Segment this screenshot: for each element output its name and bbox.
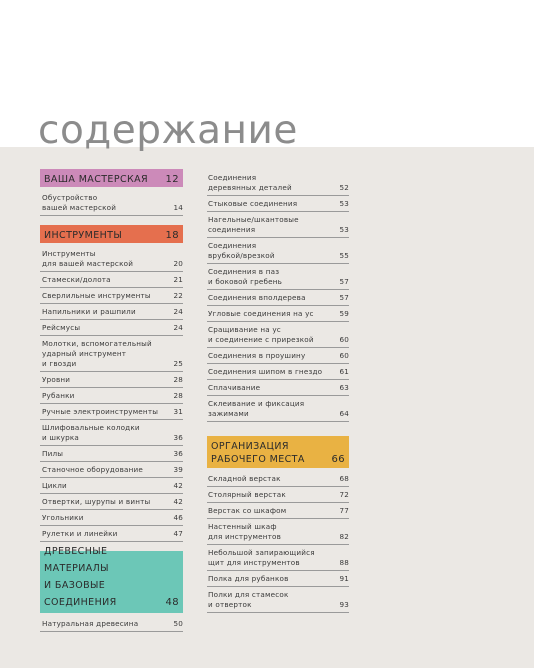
toc-entry xyxy=(207,238,349,264)
toc-entry xyxy=(207,306,349,322)
toc-entry xyxy=(40,372,183,388)
page-number: 52 xyxy=(339,183,349,192)
page-number: 47 xyxy=(173,529,183,538)
toc-entry xyxy=(40,272,183,288)
toc-entry xyxy=(207,545,349,571)
entry-title: Отвертки, шурупы и винты xyxy=(42,497,151,506)
section-header xyxy=(40,169,183,187)
toc-entry xyxy=(207,471,349,487)
page-number: 60 xyxy=(339,335,349,344)
entry-title: Соединения в проушину xyxy=(208,351,306,360)
toc-entry xyxy=(207,196,349,212)
toc-entry xyxy=(40,320,183,336)
entry-title: Ручные электроинструменты xyxy=(42,407,159,416)
toc-entry xyxy=(40,404,183,420)
toc-entry xyxy=(207,212,349,238)
page-number: 68 xyxy=(339,474,349,483)
toc-right-column xyxy=(207,170,349,613)
page-number: 42 xyxy=(173,481,183,490)
page-number: 72 xyxy=(339,490,349,499)
page-number: 66 xyxy=(331,454,345,465)
entry-title: Угольники xyxy=(42,513,84,522)
toc-entry xyxy=(40,288,183,304)
entry-title: Соединения врубкой/врезкой xyxy=(208,241,275,260)
page-number: 63 xyxy=(339,383,349,392)
page-number: 53 xyxy=(339,199,349,208)
toc-entry xyxy=(207,587,349,613)
section-header xyxy=(40,225,183,243)
entry-title: Сращивание на ус и соединение с прирезкой xyxy=(208,325,314,344)
toc-entry xyxy=(207,364,349,380)
toc-entry xyxy=(207,503,349,519)
page-number: 61 xyxy=(339,367,349,376)
page-number: 24 xyxy=(173,323,183,332)
entry-title: Склеивание и фиксация зажимами xyxy=(208,399,305,418)
toc-entry xyxy=(207,322,349,348)
page-title: содержание xyxy=(38,108,298,153)
page-number: 39 xyxy=(173,465,183,474)
toc-entry xyxy=(40,526,183,542)
entry-title: Нагельные/шкантовые соединения xyxy=(208,215,299,234)
toc-entry xyxy=(40,478,183,494)
entry-title: Полки для стамесок и отверток xyxy=(208,590,289,609)
entry-title: Складной верстак xyxy=(208,474,281,483)
page-number: 42 xyxy=(173,497,183,506)
entry-title: Столярный верстак xyxy=(208,490,286,499)
toc-entry xyxy=(40,190,183,216)
page-number: 14 xyxy=(173,203,183,212)
page-number: 60 xyxy=(339,351,349,360)
entry-title: Пилы xyxy=(42,449,64,458)
page-number: 77 xyxy=(339,506,349,515)
toc-entry xyxy=(40,462,183,478)
page-number: 25 xyxy=(173,359,183,368)
entry-title: Рейсмусы xyxy=(42,323,81,332)
entry-title: Цикли xyxy=(42,481,67,490)
page-number: 22 xyxy=(173,291,183,300)
entry-title: Уровни xyxy=(42,375,71,384)
entry-title: Угловые соединения на ус xyxy=(208,309,314,318)
page-number: 53 xyxy=(339,225,349,234)
entry-title: Соединения вполдерева xyxy=(208,293,306,302)
entry-title: Соединения деревянных деталей xyxy=(208,173,292,192)
page-number: 50 xyxy=(173,619,183,628)
page-number: 57 xyxy=(339,293,349,302)
section-title: ВАША МАСТЕРСКАЯ xyxy=(44,174,149,185)
toc-entry xyxy=(40,494,183,510)
entry-title: Настенный шкаф для инструментов xyxy=(208,522,282,541)
entry-title: Стыковые соединения xyxy=(208,199,298,208)
toc-entry xyxy=(207,348,349,364)
toc-entry xyxy=(40,388,183,404)
toc-entry xyxy=(207,264,349,290)
entry-title: Рулетки и линейки xyxy=(42,529,118,538)
entry-title: Молотки, вспомогательный ударный инструмент и гвозди xyxy=(42,339,152,368)
entry-title: Рубанки xyxy=(42,391,75,400)
section-gap xyxy=(207,422,349,436)
entry-title: Соединения шипом в гнездо xyxy=(208,367,323,376)
page-number: 31 xyxy=(173,407,183,416)
toc-left-column xyxy=(40,169,183,632)
page-number: 18 xyxy=(165,230,179,241)
toc-entry xyxy=(40,304,183,320)
page-number: 36 xyxy=(173,433,183,442)
page-number: 20 xyxy=(173,259,183,268)
entry-title: Инструменты для вашей мастерской xyxy=(42,249,134,268)
toc-entry xyxy=(40,420,183,446)
page-number: 48 xyxy=(165,597,179,608)
toc-entry xyxy=(207,571,349,587)
page-number: 55 xyxy=(339,251,349,260)
toc-entry xyxy=(40,446,183,462)
entry-title: Сплачивание xyxy=(208,383,261,392)
entry-title: Шлифовальные колодки и шкурка xyxy=(42,423,140,442)
page-number: 93 xyxy=(339,600,349,609)
entry-title: Полка для рубанков xyxy=(208,574,289,583)
toc-entry xyxy=(207,519,349,545)
section-title: ДРЕВЕСНЫЕ МАТЕРИАЛЫ И БАЗОВЫЕ СОЕДИНЕНИЯ xyxy=(44,546,117,608)
page-number: 12 xyxy=(165,174,179,185)
page-number: 88 xyxy=(339,558,349,567)
entry-title: Соединения в паз и боковой гребень xyxy=(208,267,283,286)
toc-entry xyxy=(40,336,183,372)
toc-entry xyxy=(40,510,183,526)
toc-entry xyxy=(207,380,349,396)
toc-entry xyxy=(207,170,349,196)
section-header xyxy=(207,436,349,468)
page-number: 82 xyxy=(339,532,349,541)
page-number: 28 xyxy=(173,391,183,400)
entry-title: Стамески/долота xyxy=(42,275,111,284)
toc-entry xyxy=(207,396,349,422)
section-header xyxy=(40,546,183,613)
entry-title: Натуральная древесина xyxy=(42,619,139,628)
entry-title: Станочное оборудование xyxy=(42,465,143,474)
page-number: 64 xyxy=(339,409,349,418)
page-number: 36 xyxy=(173,449,183,458)
toc-entry xyxy=(207,487,349,503)
entry-title: Сверлильные инструменты xyxy=(42,291,151,300)
toc-entry xyxy=(40,246,183,272)
page-number: 91 xyxy=(339,574,349,583)
entry-title: Обустройство вашей мастерской xyxy=(42,193,117,212)
page-number: 24 xyxy=(173,307,183,316)
section-title: ОРГАНИЗАЦИЯ РАБОЧЕГО МЕСТА xyxy=(211,441,305,465)
toc-entry xyxy=(40,616,183,632)
section-title: ИНСТРУМЕНТЫ xyxy=(44,230,123,241)
toc-entry xyxy=(207,290,349,306)
page-number: 28 xyxy=(173,375,183,384)
page-number: 57 xyxy=(339,277,349,286)
entry-title: Верстак со шкафом xyxy=(208,506,287,515)
entry-title: Напильники и рашпили xyxy=(42,307,136,316)
page-number: 46 xyxy=(173,513,183,522)
page-number: 59 xyxy=(339,309,349,318)
entry-title: Небольшой запирающийся щит для инструментов xyxy=(208,548,315,567)
page-number: 21 xyxy=(173,275,183,284)
